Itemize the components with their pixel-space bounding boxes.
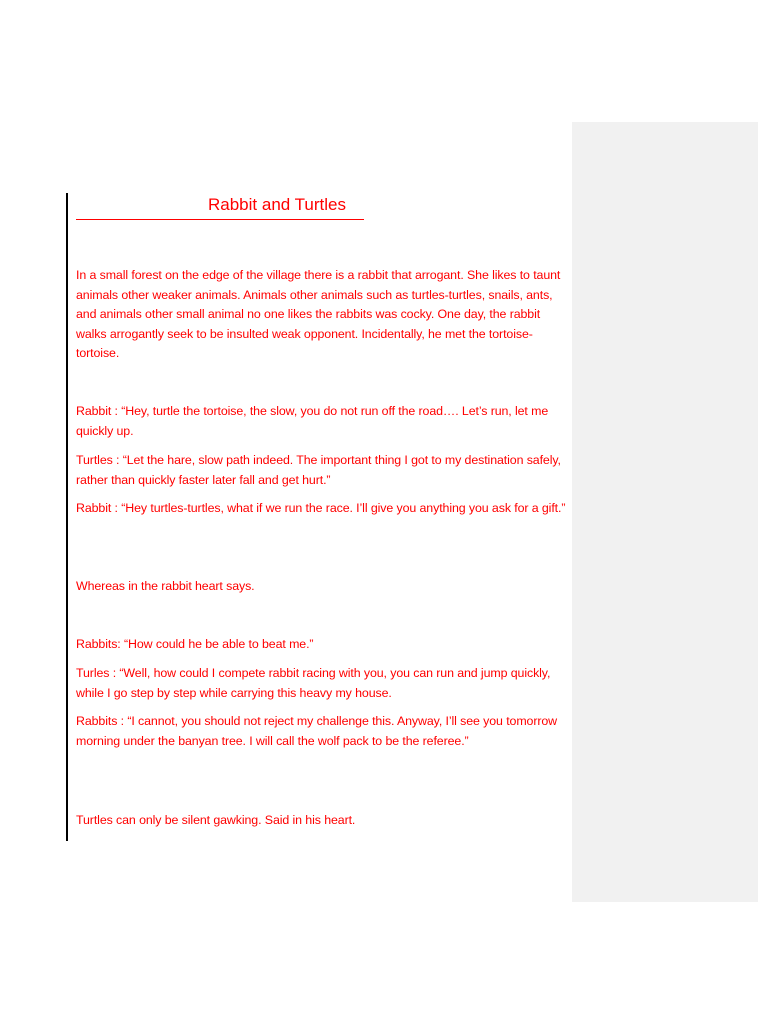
paragraph-narration-1: Whereas in the rabbit heart says. [76,579,255,593]
paragraph-turtles-1: Turtles : “Let the hare, slow path indeed. The important thing I got to my destination safely, rather than quickly faster later fall and get hurt.” [76,453,561,487]
comment-pane [572,122,758,902]
paragraph-rabbits-1: Rabbits: “How could he be able to beat me.” [76,637,314,651]
paragraph-rabbit-2: Rabbit : “Hey turtles-turtles, what if we run the race. I’ll give you anything you ask for a gift.” [76,501,566,515]
change-bar [66,193,68,841]
paragraph-rabbits-2: Rabbits : “I cannot, you should not reject my challenge this. Anyway, I’ll see you tomorrow morning under the banyan tree. I will call the wolf pack to be the referee.” [76,714,558,748]
paragraph-rabbit-1: Rabbit : “Hey, turtle the tortoise, the slow, you do not run off the road…. Let’s run, let me quickly up. [76,404,549,438]
document-title: Rabbit and Turtles [208,195,346,214]
paragraph-intro: In a small forest on the edge of the village there is a rabbit that arrogant. She likes to taunt animals other weaker animals. Animals other animals such as turtles-turtles, snails, ants, and animals other small animal no one likes the rabbits was cocky. One day, the rabbit walks arrogantly seek to be insulted weak opponent. Incidentally, he met the tortoise-tortoise. [76,268,561,361]
paragraph-turles-1: Turles : “Well, how could I compete rabbit racing with you, you can run and jump quickly, while I go step by step while carrying this heavy my house. [76,666,551,700]
paragraph-narration-2: Turtles can only be silent gawking. Said in his heart. [76,813,356,827]
